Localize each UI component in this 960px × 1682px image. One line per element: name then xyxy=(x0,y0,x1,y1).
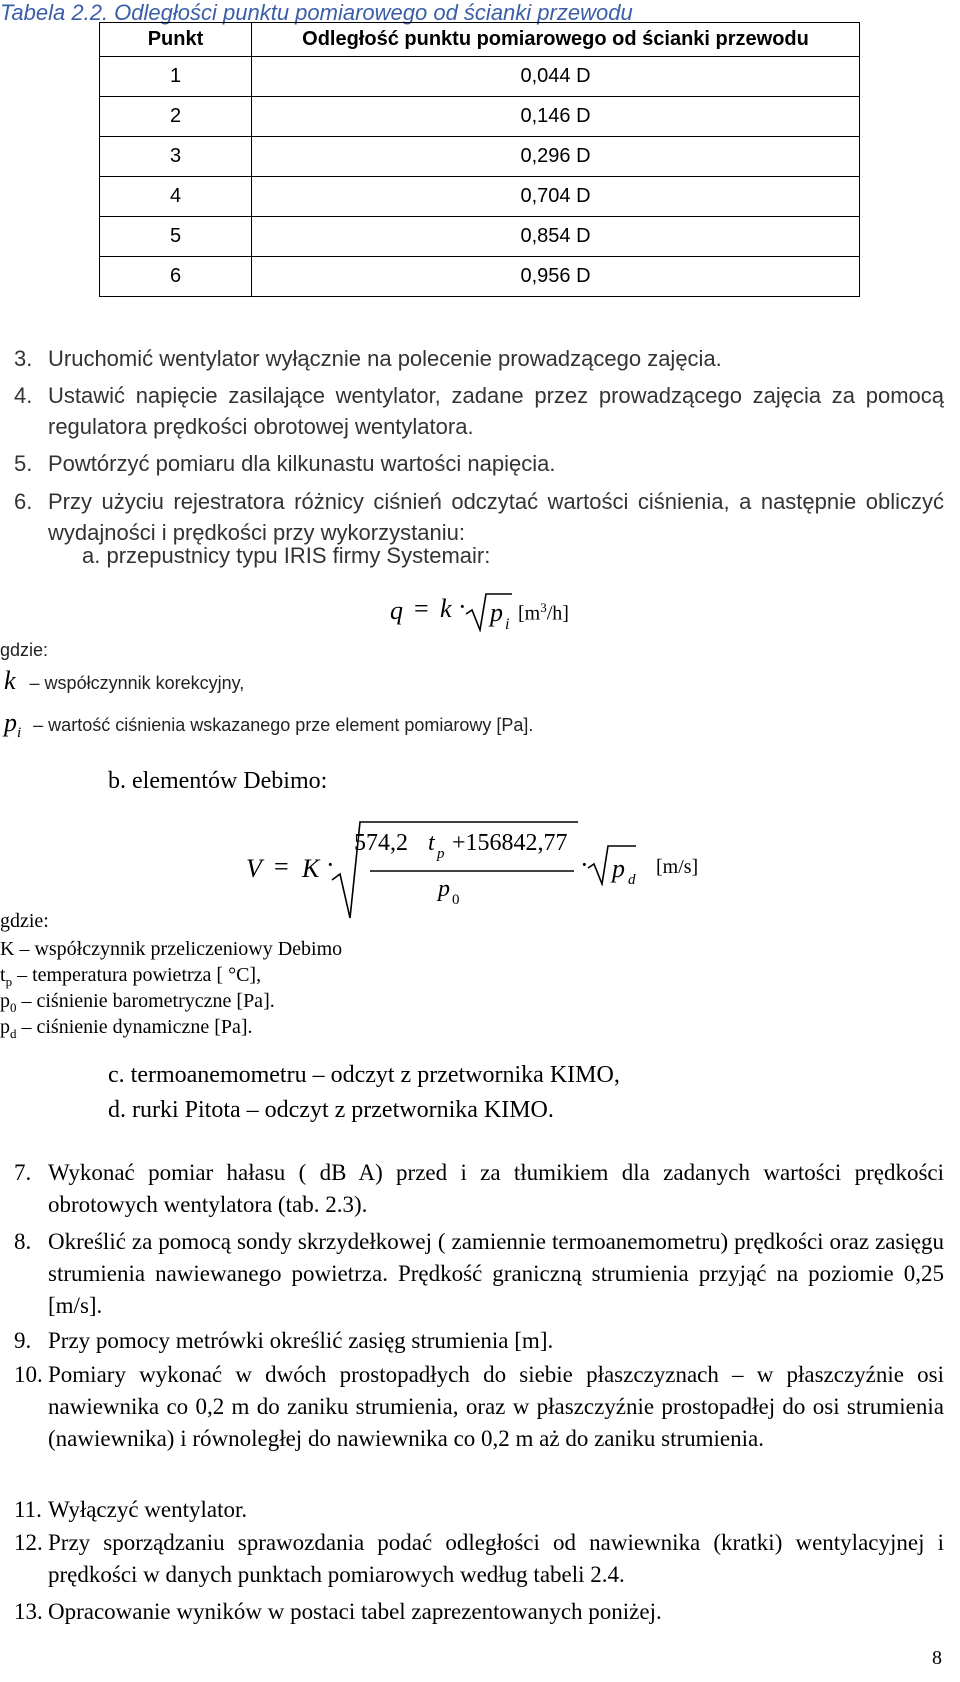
table-cell: 0,146 D xyxy=(252,97,860,137)
table-cell: 4 xyxy=(100,177,252,217)
step-number: 9. xyxy=(14,1328,32,1353)
step-number: 12. xyxy=(14,1530,43,1555)
step-text: Przy pomocy metrówki określić zasięg strumienia [m]. xyxy=(48,1328,554,1353)
step-item xyxy=(14,1359,944,1455)
def-b-item: $p_d$ – ciśnienie dynamiczne [Pa]. xyxy=(0,1016,253,1041)
step-text: Powtórzyć pomiaru dla kilkunastu wartości napięcia. xyxy=(48,451,556,476)
table-cell: 6 xyxy=(100,257,252,297)
formula-v-t-sub: p xyxy=(437,846,445,862)
table-cell: 5 xyxy=(100,217,252,257)
table-cell: 3 xyxy=(100,137,252,177)
dot-operator: · xyxy=(458,592,467,621)
def-k xyxy=(4,666,244,696)
formula-v-pd: p xyxy=(612,854,625,883)
formula-v-lhs: V xyxy=(246,854,262,883)
def-p xyxy=(4,708,534,741)
step-item xyxy=(14,343,944,374)
sub-a: a. przepustnicy typu IRIS firmy Systemair: xyxy=(82,543,491,568)
formula-v-den-sub: 0 xyxy=(452,892,460,908)
def-p-text: – wartość ciśnienia wskazanego prze element pomiarowy [Pa]. xyxy=(33,715,534,735)
def-k-symbol: k xyxy=(4,666,16,695)
step-text: Przy użyciu rejestratora różnicy ciśnień odczytać wartości ciśnienia, a następnie obliczyć wydajności i prędkości przy wykorzystaniu: xyxy=(48,489,944,545)
step-item xyxy=(14,1596,944,1628)
step-text: Wykonać pomiar hałasu ( dB A) przed i za tłumikiem dla zadanych wartości prędkości obrotowych wentylatora (tab. 2.3). xyxy=(48,1160,944,1217)
formula-v-den: p xyxy=(438,876,450,902)
table-caption: Tabela 2.2. Odległości punktu pomiarowego od ścianki przewodu xyxy=(0,0,633,25)
gdzie-label-2: gdzie: xyxy=(0,910,49,932)
equals-sign: = xyxy=(414,594,429,623)
formula-v xyxy=(246,820,726,920)
step-text: Pomiary wykonać w dwóch prostopadłych do siebie płaszczyznach – w płaszczyźnie osi nawiewnika co 0,2 m do zaniku strumienia, oraz w płaszczyźnie prostopadłej do osi strumienia (nawiewnika) i równoległej do nawiewnika co 0,2 m aż do zaniku strumienia. xyxy=(48,1362,944,1451)
sub-c: c. termoanemometru – odczyt z przetwornika KIMO, xyxy=(108,1062,620,1088)
page-number: 8 xyxy=(932,1647,942,1669)
step-item xyxy=(14,1157,944,1221)
step-number: 8. xyxy=(14,1229,32,1254)
table-row xyxy=(100,137,860,177)
table-cell: 0,704 D xyxy=(252,177,860,217)
table-cell: 0,044 D xyxy=(252,57,860,97)
formula-v-pd-sub: d xyxy=(628,872,636,888)
step-text: Określić za pomocą sondy skrzydełkowej ( zamiennie termoanemometru) prędkości oraz zasięgu strumienia nawiewanego powietrza. Prędkość graniczną strumienia przyjąć na poziomie 0,25 [m/s]. xyxy=(48,1229,944,1318)
step-item xyxy=(14,1494,944,1526)
step-text: Opracowanie wyników w postaci tabel zaprezentowanych poniżej. xyxy=(48,1599,662,1624)
def-p-sub: i xyxy=(17,725,22,741)
step-text: Ustawić napięcie zasilające wentylator, zadane przez prowadzącego zajęcia za pomocą regulatora prędkości obrotowej wentylatora. xyxy=(48,383,944,439)
dot-operator: · xyxy=(326,850,335,879)
formula-v-num-b: +156842,77 xyxy=(452,830,568,856)
step-item xyxy=(14,448,944,479)
table-header-distance: Odległość punktu pomiarowego od ścianki przewodu xyxy=(252,23,860,57)
step-number: 3. xyxy=(14,346,33,371)
def-b-item: K – współczynnik przeliczeniowy Debimo xyxy=(0,938,343,960)
table-header-point: Punkt xyxy=(100,23,252,57)
table-cell: 0,296 D xyxy=(252,137,860,177)
table-cell: 1 xyxy=(100,57,252,97)
formula-q-p: p xyxy=(490,598,503,627)
step-item xyxy=(14,486,944,548)
formula-v-num-a: 574,2 xyxy=(354,830,408,856)
table-row xyxy=(100,97,860,137)
formula-v-unit: [m/s] xyxy=(656,856,699,878)
formula-q-lhs: q xyxy=(390,596,403,625)
step-item xyxy=(14,1527,944,1591)
formula-v-K: K xyxy=(302,854,320,883)
table-cell: 2 xyxy=(100,97,252,137)
table-row xyxy=(100,257,860,297)
step-number: 7. xyxy=(14,1160,32,1185)
def-b-item: $t_p$ – temperatura powietrza [ °C], xyxy=(0,964,262,989)
table-row xyxy=(100,57,860,97)
formula-v-t: t xyxy=(428,830,435,856)
step-number: 11. xyxy=(14,1497,42,1522)
step-item xyxy=(14,1226,944,1322)
table-row xyxy=(100,177,860,217)
step-text: Przy sporządzaniu sprawozdania podać odległości od nawiewnika (kratki) wentylacyjnej i prędkości w danych punktach pomiarowych według tabeli 2.4. xyxy=(48,1530,944,1587)
formula-q-p-sub: i xyxy=(505,616,510,633)
table-row xyxy=(100,217,860,257)
distance-table xyxy=(99,22,860,297)
def-k-text: – współczynnik korekcyjny, xyxy=(29,673,245,693)
formula-q-unit: $[m^3/h]$ xyxy=(518,600,569,625)
step-text: Wyłączyć wentylator. xyxy=(48,1497,248,1522)
gdzie-label: gdzie: xyxy=(0,640,49,660)
table-cell: 0,854 D xyxy=(252,217,860,257)
sub-b: b. elementów Debimo: xyxy=(108,768,328,794)
equals-sign: = xyxy=(274,852,289,881)
step-number: 4. xyxy=(14,383,33,408)
step-item xyxy=(14,380,944,442)
table-header-row xyxy=(100,23,860,57)
step-item xyxy=(14,1325,944,1357)
step-number: 13. xyxy=(14,1599,43,1624)
step-number: 6. xyxy=(14,489,33,514)
step-text: Uruchomić wentylator wyłącznie na polecenie prowadzącego zajęcia. xyxy=(48,346,722,371)
dot-operator: · xyxy=(580,850,589,879)
formula-q xyxy=(390,592,650,642)
step-number: 5. xyxy=(14,451,33,476)
sub-d: d. rurki Pitota – odczyt z przetwornika KIMO. xyxy=(108,1097,554,1123)
def-b-item: $p_0$ – ciśnienie barometryczne [Pa]. xyxy=(0,990,275,1015)
def-p-symbol: p xyxy=(4,708,17,737)
step-number: 10. xyxy=(14,1362,43,1387)
table-cell: 0,956 D xyxy=(252,257,860,297)
formula-q-k: k xyxy=(440,594,452,623)
